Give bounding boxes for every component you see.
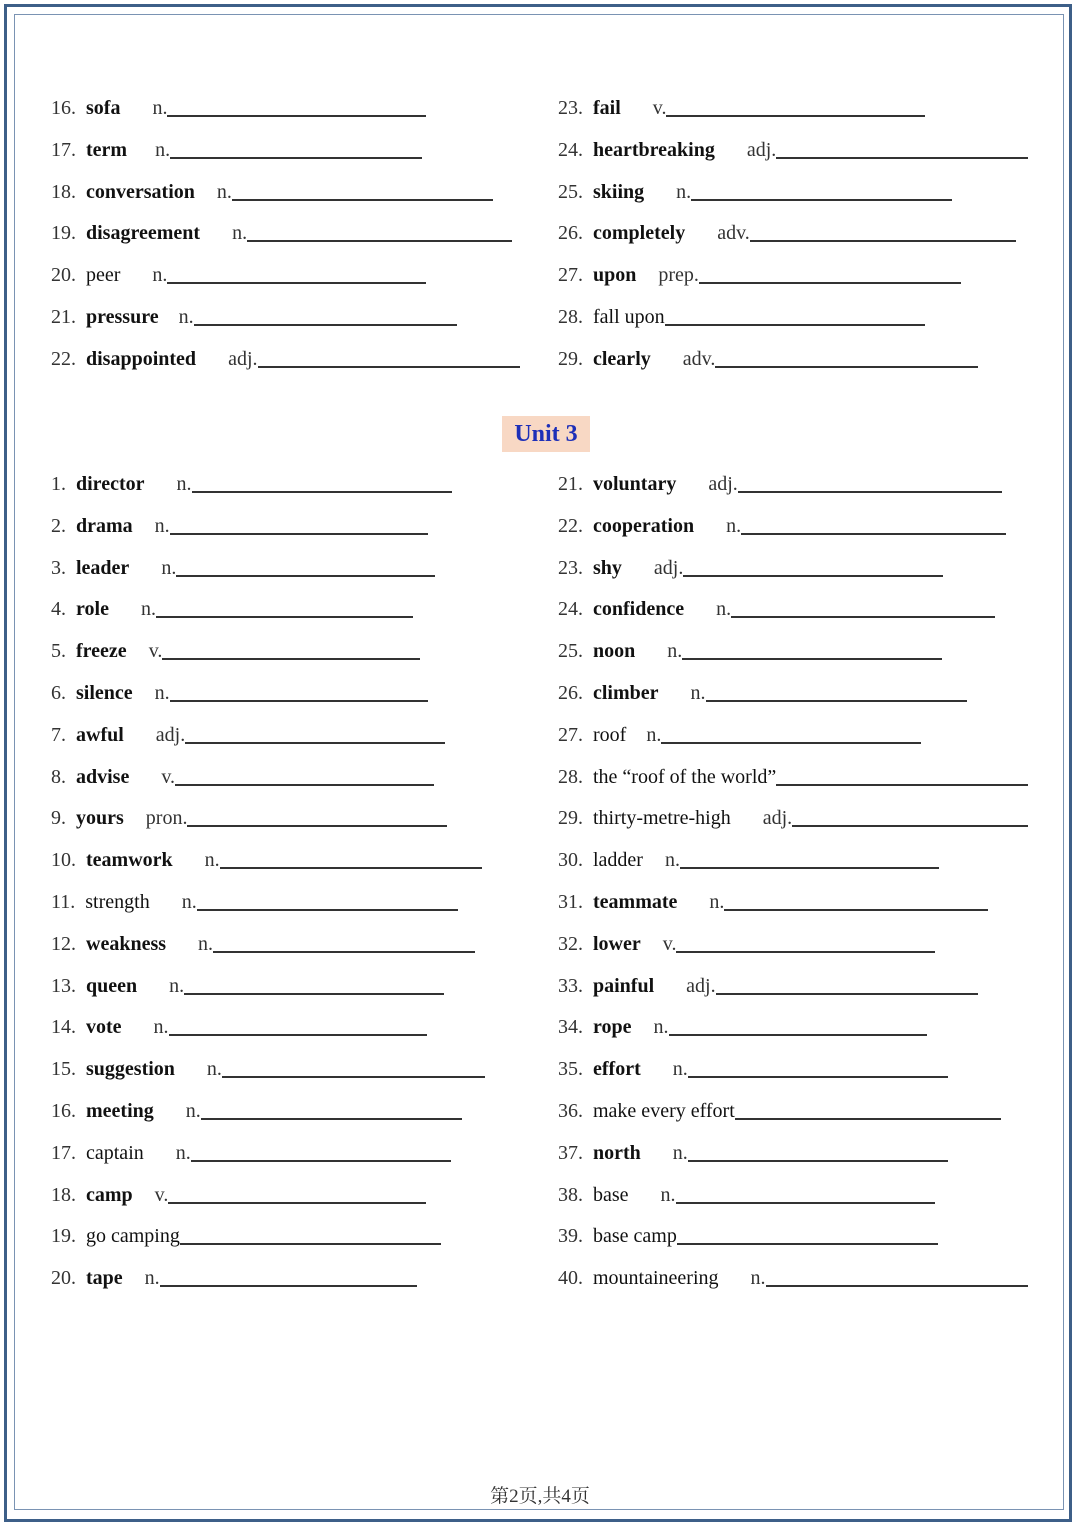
item-number: 13. [51,975,76,997]
item-number: 39. [558,1225,583,1247]
vocab-item [558,341,978,371]
vocab-word: mountaineering [593,1267,719,1289]
answer-blank[interactable] [676,951,935,953]
part-of-speech: v. [148,640,163,662]
vocab-word: shy [593,557,622,579]
vocab-item [558,1051,948,1081]
answer-blank[interactable] [731,616,995,618]
answer-blank[interactable] [187,825,447,827]
item-number: 26. [558,222,583,244]
vocab-item [51,675,428,705]
vocab-item [51,90,426,120]
vocab-item [51,466,452,496]
vocab-item [51,174,493,204]
part-of-speech: adj. [762,807,793,829]
page-number-footer: 第2页,共4页 [490,1486,590,1507]
vocab-word: conversation [86,181,195,203]
part-of-speech: n. [175,1142,191,1164]
vocab-word: leader [76,557,130,579]
vocab-word: rope [593,1016,632,1038]
vocab-item [558,132,1028,162]
item-number: 30. [558,849,583,871]
part-of-speech: adj. [746,139,777,161]
vocab-word: voluntary [593,473,677,495]
vocab-item [558,299,925,329]
item-number: 25. [558,181,583,203]
item-number: 32. [558,933,583,955]
item-number: 8. [51,766,66,788]
part-of-speech: n. [198,933,214,955]
item-number: 37. [558,1142,583,1164]
item-number: 19. [51,222,76,244]
item-number: 29. [558,807,583,829]
answer-blank[interactable] [715,366,978,368]
vocab-word: fail [593,97,621,119]
vocab-word: upon [593,264,637,286]
part-of-speech: n. [169,975,185,997]
vocab-word: base camp [593,1225,677,1247]
vocab-word: the “roof of the world” [593,766,777,788]
item-number: 2. [51,515,66,537]
answer-blank[interactable] [167,115,426,117]
answer-blank[interactable] [160,1285,417,1287]
item-number: 19. [51,1225,76,1247]
item-number: 29. [558,348,583,370]
part-of-speech: n. [140,598,156,620]
answer-blank[interactable] [688,1076,948,1078]
vocab-word: teamwork [86,849,173,871]
part-of-speech: n. [144,1267,160,1289]
answer-blank[interactable] [156,616,413,618]
answer-blank[interactable] [776,157,1028,159]
item-number: 7. [51,724,66,746]
vocab-word: effort [593,1058,641,1080]
vocab-item [558,257,961,287]
vocab-word: clearly [593,348,651,370]
part-of-speech: n. [152,97,168,119]
vocab-word: heartbreaking [593,139,715,161]
part-of-speech: v. [161,766,176,788]
vocab-item [558,1009,927,1039]
item-number: 27. [558,264,583,286]
vocab-word: peer [86,264,121,286]
vocab-word: roof [593,724,627,746]
vocab-item [51,550,435,580]
part-of-speech: n. [181,891,197,913]
vocab-word: skiing [593,181,645,203]
part-of-speech: n. [750,1267,766,1289]
part-of-speech: n. [667,640,683,662]
part-of-speech: n. [176,473,192,495]
part-of-speech: n. [204,849,220,871]
part-of-speech: adj. [653,557,684,579]
vocab-word: disappointed [86,348,197,370]
part-of-speech: n. [178,306,194,328]
vocab-word: camp [86,1184,133,1206]
vocab-word: role [76,598,109,620]
vocab-item [51,132,422,162]
answer-blank[interactable] [665,324,925,326]
vocab-word: completely [593,222,686,244]
vocab-word: tape [86,1267,123,1289]
answer-blank[interactable] [170,157,422,159]
item-number: 40. [558,1267,583,1289]
vocab-word: yours [76,807,124,829]
vocab-word: ladder [593,849,643,871]
vocab-item [51,1260,417,1290]
vocab-item [51,842,482,872]
vocab-item [51,1051,485,1081]
part-of-speech: adv. [717,222,750,244]
answer-blank[interactable] [716,993,978,995]
answer-blank[interactable] [776,784,1028,786]
answer-blank[interactable] [185,742,445,744]
vocab-word: lower [593,933,641,955]
part-of-speech: n. [672,1058,688,1080]
part-of-speech: n. [646,724,662,746]
answer-blank[interactable] [750,240,1016,242]
part-of-speech: n. [709,891,725,913]
answer-blank[interactable] [247,240,512,242]
vocab-item [51,884,458,914]
vocab-item [51,1177,426,1207]
item-number: 3. [51,557,66,579]
vocab-item [51,1135,451,1165]
part-of-speech: prep. [658,264,699,286]
answer-blank[interactable] [192,491,453,493]
answer-blank[interactable] [175,784,434,786]
answer-blank[interactable] [180,1243,441,1245]
vocab-word: go camping [86,1225,180,1247]
answer-blank[interactable] [682,658,942,660]
vocab-item [558,675,967,705]
part-of-speech: adj. [228,348,258,370]
answer-blank[interactable] [706,700,967,702]
item-number: 20. [51,1267,76,1289]
vocab-word: director [76,473,145,495]
item-number: 35. [558,1058,583,1080]
item-number: 31. [558,891,583,913]
item-number: 16. [51,97,76,119]
item-number: 20. [51,264,76,286]
answer-blank[interactable] [169,1034,427,1036]
vocab-word: painful [593,975,655,997]
item-number: 16. [51,1100,76,1122]
vocab-item [51,257,426,287]
vocab-word: teammate [593,891,678,913]
part-of-speech: v. [652,97,667,119]
vocab-item [51,717,445,747]
vocab-word: vote [86,1016,122,1038]
item-number: 34. [558,1016,583,1038]
vocab-item [558,1218,938,1248]
answer-blank[interactable] [170,533,428,535]
vocab-word: freeze [76,640,127,662]
part-of-speech: n. [716,598,732,620]
item-number: 18. [51,1184,76,1206]
part-of-speech: n. [726,515,742,537]
answer-blank[interactable] [170,700,428,702]
vocab-item [51,591,413,621]
item-number: 33. [558,975,583,997]
part-of-speech: n. [232,222,248,244]
answer-blank[interactable] [699,282,961,284]
part-of-speech: n. [155,139,171,161]
item-number: 10. [51,849,76,871]
vocab-word: awful [76,724,124,746]
vocab-word: make every effort [593,1100,735,1122]
answer-blank[interactable] [669,1034,927,1036]
part-of-speech: n. [664,849,680,871]
vocab-item [51,508,428,538]
item-number: 17. [51,139,76,161]
vocab-item [51,299,457,329]
vocab-item [558,884,988,914]
vocab-word: drama [76,515,133,537]
vocab-word: pressure [86,306,159,328]
part-of-speech: adj. [708,473,738,495]
vocab-item [558,968,978,998]
answer-blank[interactable] [232,199,493,201]
answer-blank[interactable] [213,951,475,953]
answer-blank[interactable] [683,575,943,577]
item-number: 15. [51,1058,76,1080]
answer-blank[interactable] [680,867,939,869]
answer-blank[interactable] [741,533,1006,535]
vocab-word: base [593,1184,629,1206]
vocab-item [558,215,1016,245]
item-number: 22. [51,348,76,370]
item-number: 17. [51,1142,76,1164]
vocab-item [558,759,1028,789]
vocab-word: cooperation [593,515,695,537]
vocab-item [51,926,475,956]
vocab-item [558,1093,1001,1123]
item-number: 36. [558,1100,583,1122]
vocab-word: noon [593,640,636,662]
part-of-speech: n. [153,1016,169,1038]
vocab-word: fall upon [593,306,665,328]
part-of-speech: n. [161,557,177,579]
answer-blank[interactable] [167,282,426,284]
part-of-speech: n. [185,1100,201,1122]
vocab-item [558,926,935,956]
part-of-speech: n. [660,1184,676,1206]
vocab-word: thirty-metre-high [593,807,731,829]
answer-blank[interactable] [661,742,921,744]
answer-blank[interactable] [197,909,458,911]
item-number: 23. [558,557,583,579]
vocab-word: term [86,139,128,161]
vocab-item [558,1260,1028,1290]
part-of-speech: n. [154,515,170,537]
item-number: 12. [51,933,76,955]
vocab-item [51,341,520,371]
vocab-item [558,550,943,580]
part-of-speech: n. [690,682,706,704]
answer-blank[interactable] [724,909,988,911]
item-number: 38. [558,1184,583,1206]
vocab-word: north [593,1142,641,1164]
vocab-word: captain [86,1142,144,1164]
vocab-item [558,591,995,621]
item-number: 26. [558,682,583,704]
vocab-word: disagreement [86,222,201,244]
part-of-speech: n. [206,1058,222,1080]
answer-blank[interactable] [691,199,952,201]
item-number: 28. [558,306,583,328]
vocab-item [558,1177,935,1207]
vocab-word: weakness [86,933,167,955]
item-number: 6. [51,682,66,704]
vocab-word: sofa [86,97,121,119]
vocab-word: climber [593,682,659,704]
vocab-item [558,800,1028,830]
vocab-item [51,215,512,245]
part-of-speech: n. [152,264,168,286]
item-number: 4. [51,598,66,620]
answer-blank[interactable] [184,993,444,995]
answer-blank[interactable] [688,1160,948,1162]
item-number: 24. [558,598,583,620]
part-of-speech: n. [653,1016,669,1038]
answer-blank[interactable] [735,1118,1001,1120]
item-number: 1. [51,473,66,495]
item-number: 21. [558,473,583,495]
item-number: 14. [51,1016,76,1038]
answer-blank[interactable] [168,1202,426,1204]
answer-blank[interactable] [176,575,435,577]
item-number: 24. [558,139,583,161]
vocab-word: suggestion [86,1058,175,1080]
vocab-word: queen [86,975,138,997]
item-number: 23. [558,97,583,119]
answer-blank[interactable] [766,1285,1028,1287]
answer-blank[interactable] [220,867,482,869]
vocab-item [558,633,942,663]
answer-blank[interactable] [738,491,1002,493]
answer-blank[interactable] [222,1076,485,1078]
vocab-item [51,1218,441,1248]
item-number: 11. [51,891,76,913]
vocab-item [558,174,952,204]
item-number: 21. [51,306,76,328]
item-number: 9. [51,807,66,829]
part-of-speech: n. [672,1142,688,1164]
vocab-word: advise [76,766,130,788]
vocab-item [51,968,444,998]
part-of-speech: adj. [686,975,716,997]
part-of-speech: adj. [155,724,186,746]
vocab-word: strength [85,891,150,913]
answer-blank[interactable] [677,1243,938,1245]
vocab-item [558,717,921,747]
answer-blank[interactable] [676,1202,935,1204]
part-of-speech: n. [216,181,232,203]
vocab-item [558,90,925,120]
item-number: 5. [51,640,66,662]
vocab-item [558,508,1006,538]
vocab-item [51,800,447,830]
vocab-item [51,759,434,789]
item-number: 27. [558,724,583,746]
answer-blank[interactable] [194,324,457,326]
part-of-speech: n. [676,181,692,203]
part-of-speech: v. [154,1184,169,1206]
item-number: 28. [558,766,583,788]
vocab-item [558,466,1002,496]
item-number: 18. [51,181,76,203]
answer-blank[interactable] [258,366,521,368]
vocab-item [558,842,939,872]
vocab-word: meeting [86,1100,154,1122]
answer-blank[interactable] [191,1160,451,1162]
item-number: 25. [558,640,583,662]
vocab-word: confidence [593,598,685,620]
vocab-word: silence [76,682,133,704]
answer-blank[interactable] [162,658,420,660]
part-of-speech: n. [154,682,170,704]
answer-blank[interactable] [666,115,925,117]
part-of-speech: v. [662,933,677,955]
answer-blank[interactable] [792,825,1028,827]
vocab-item [51,1009,427,1039]
part-of-speech: adv. [682,348,716,370]
vocab-item [51,633,420,663]
vocab-item [51,1093,462,1123]
answer-blank[interactable] [201,1118,462,1120]
part-of-speech: pron. [145,807,188,829]
unit-3-heading: Unit 3 [502,416,590,452]
vocab-item [558,1135,948,1165]
item-number: 22. [558,515,583,537]
